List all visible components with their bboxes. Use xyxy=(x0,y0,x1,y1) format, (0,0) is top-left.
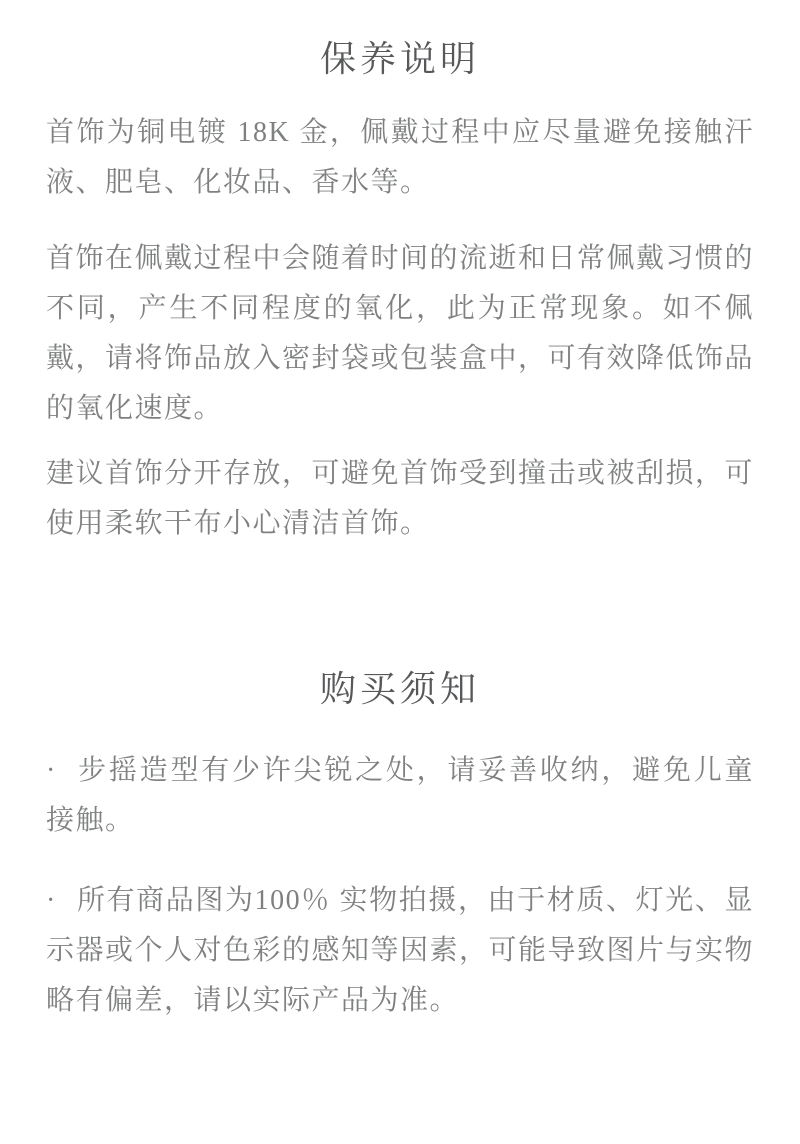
notice-section-title: 购买须知 xyxy=(319,669,480,709)
notice-item-2-text: 所有商品图为100％ 实物拍摄，由于材质、灯光、显示器或个人对色彩的感知等因素，可能导致图片与实物略有偏差，请以实际产品为准。 xyxy=(46,885,755,1016)
notice-item-2 xyxy=(46,876,754,1026)
care-section xyxy=(46,34,754,549)
notice-item-1-text: 步摇造型有少许尖锐之处，请妥善收纳，避免儿童接触。 xyxy=(46,755,754,836)
care-paragraph-3: 建议首饰分开存放，可避免首饰受到撞击或被刮损，可使用柔软干布小心清洁首饰。 xyxy=(46,458,755,539)
care-paragraph-2: 首饰在佩戴过程中会随着时间的流逝和日常佩戴习惯的不同，产生不同程度的氧化，此为正常现象。如不佩戴，请将饰品放入密封袋或包装盒中，可有效降低饰品的氧化速度。 xyxy=(46,243,755,424)
care-paragraph-1: 首饰为铜电镀 18K 金，佩戴过程中应尽量避免接触汗液、肥皂、化妆品、香水等。 xyxy=(46,117,754,198)
care-section-title: 保养说明 xyxy=(319,39,480,79)
notice-item-1 xyxy=(46,746,754,846)
notice-section xyxy=(46,664,754,1026)
bullet-dot-icon: · xyxy=(46,885,57,916)
bullet-dot-icon: · xyxy=(46,755,57,786)
